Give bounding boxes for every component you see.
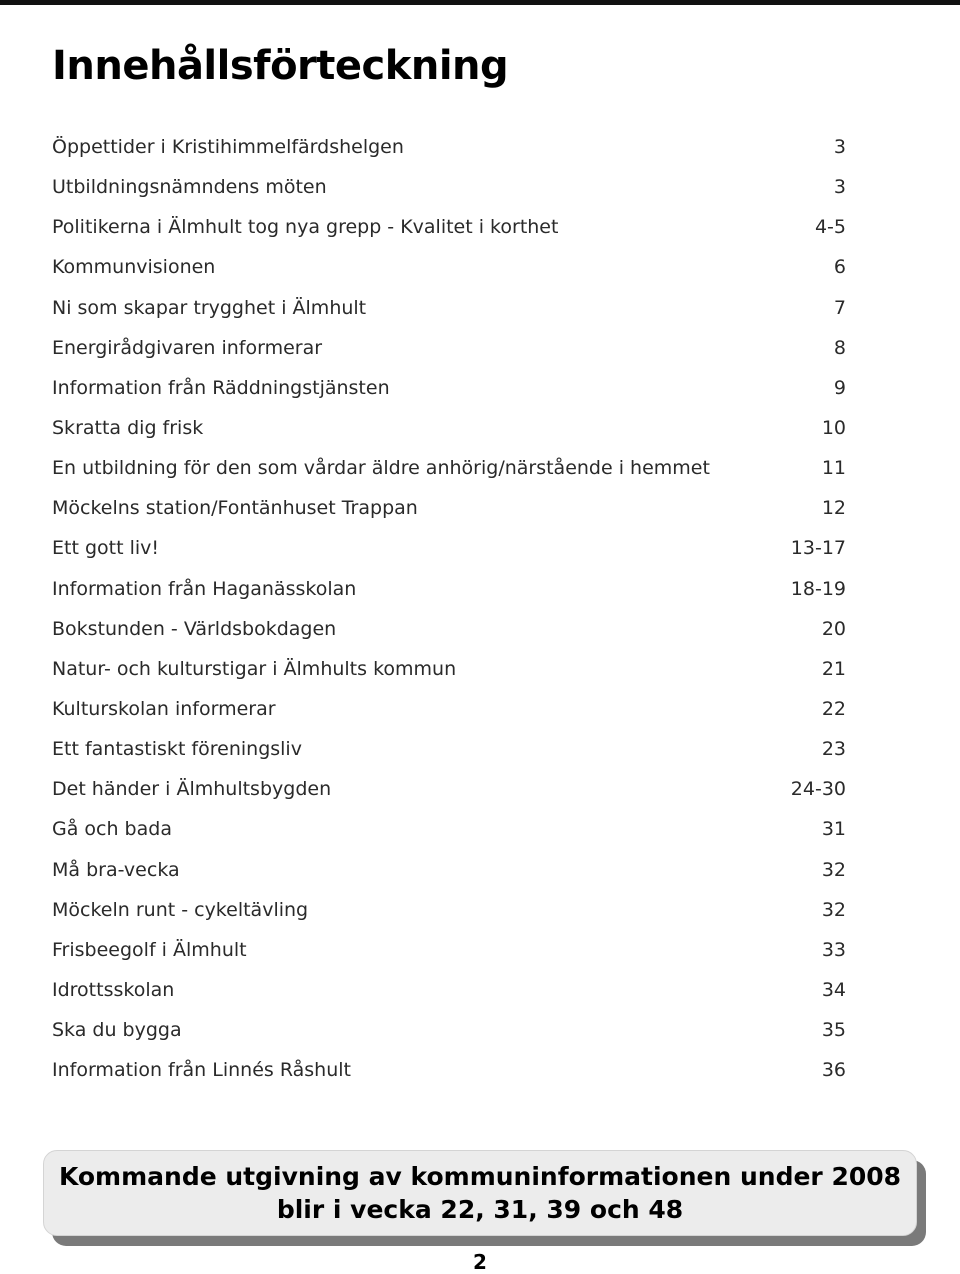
toc-entry-label: Frisbeegolf i Älmhult — [52, 938, 247, 961]
toc-entry[interactable] — [52, 609, 846, 649]
toc-entry[interactable] — [52, 488, 846, 528]
toc-entry-label: Möckeln runt - cykeltävling — [52, 898, 309, 921]
toc-entry[interactable] — [52, 167, 846, 207]
toc-entry-page: 35 — [821, 1019, 846, 1042]
toc-entry-label: Politikerna i Älmhult tog nya grepp - Kvalitet i korthet — [52, 216, 559, 239]
toc-entry-page: 24-30 — [790, 778, 846, 801]
toc-entry[interactable] — [52, 127, 846, 167]
toc-entry[interactable] — [52, 769, 846, 809]
page-title: Innehållsförteckning — [52, 43, 509, 89]
toc-entry-page: 22 — [821, 698, 846, 721]
toc-entry-label: En utbildning för den som vårdar äldre anhörig/närstående i hemmet — [52, 457, 710, 480]
toc-entry[interactable] — [52, 569, 846, 609]
toc-entry[interactable] — [52, 288, 846, 328]
toc-entry-page: 3 — [833, 136, 846, 159]
toc-entry[interactable] — [52, 1010, 846, 1050]
toc-entry[interactable] — [52, 408, 846, 448]
toc-entry-label: Öppettider i Kristihimmelfärdshelgen — [52, 136, 404, 159]
toc-entry[interactable] — [52, 850, 846, 890]
toc-entry-label: Ni som skapar trygghet i Älmhult — [52, 296, 367, 319]
publication-notice-box — [43, 1150, 917, 1236]
toc-entry-label: Information från Haganässkolan — [52, 577, 357, 600]
notice-line-2: blir i vecka 22, 31, 39 och 48 — [276, 1195, 684, 1224]
toc-entry[interactable] — [52, 689, 846, 729]
toc-entry-label: Ska du bygga — [52, 1019, 182, 1042]
toc-entry[interactable] — [52, 1050, 846, 1090]
toc-entry-page: 34 — [821, 979, 846, 1002]
toc-entry-label: Kulturskolan informerar — [52, 698, 276, 721]
toc-entry-page: 6 — [833, 256, 846, 279]
toc-entry-page: 36 — [821, 1059, 846, 1082]
toc-entry-page: 12 — [821, 497, 846, 520]
toc-entry[interactable] — [52, 448, 846, 488]
toc-entry-page: 20 — [821, 617, 846, 640]
toc-entry-page: 21 — [821, 657, 846, 680]
toc-entry-label: Idrottsskolan — [52, 979, 175, 1002]
toc-entry-page: 18-19 — [790, 577, 846, 600]
toc-entry-label: Bokstunden - Världsbokdagen — [52, 617, 337, 640]
toc-entry-page: 13-17 — [790, 537, 846, 560]
toc-entry-page: 8 — [833, 336, 846, 359]
toc-entry-page: 32 — [821, 898, 846, 921]
toc-entry-page: 11 — [821, 457, 846, 480]
toc-entry[interactable] — [52, 328, 846, 368]
toc-entry-page: 9 — [833, 376, 846, 399]
toc-entry[interactable] — [52, 207, 846, 247]
toc-entry-label: Information från Räddningstjänsten — [52, 376, 390, 399]
notice-line-1: Kommande utgivning av kommuninformationen under 2008 — [58, 1162, 902, 1191]
toc-entry[interactable] — [52, 729, 846, 769]
page-number: 2 — [473, 1250, 487, 1274]
toc-entry-label: Må bra-vecka — [52, 858, 180, 881]
toc-entry-label: Kommunvisionen — [52, 256, 216, 279]
toc-entry[interactable] — [52, 930, 846, 970]
toc-entry-page: 31 — [821, 818, 846, 841]
toc-entry-page: 32 — [821, 858, 846, 881]
top-rule — [0, 0, 960, 5]
toc-entry-label: Möckelns station/Fontänhuset Trappan — [52, 497, 418, 520]
toc-entry-label: Natur- och kulturstigar i Älmhults kommun — [52, 657, 457, 680]
toc-entry[interactable] — [52, 368, 846, 408]
toc-entry-label: Information från Linnés Råshult — [52, 1059, 351, 1082]
toc-entry[interactable] — [52, 809, 846, 849]
toc-entry[interactable] — [52, 970, 846, 1010]
toc-entry[interactable] — [52, 528, 846, 568]
table-of-contents — [52, 127, 846, 1090]
toc-entry-page: 23 — [821, 738, 846, 761]
toc-entry-label: Gå och bada — [52, 818, 172, 841]
toc-entry-label: Ett gott liv! — [52, 537, 159, 560]
toc-entry-page: 7 — [833, 296, 846, 319]
toc-entry-label: Skratta dig frisk — [52, 417, 204, 440]
toc-entry-page: 10 — [821, 417, 846, 440]
toc-entry-page: 33 — [821, 938, 846, 961]
toc-entry-label: Det händer i Älmhultsbygden — [52, 778, 332, 801]
toc-entry[interactable] — [52, 890, 846, 930]
toc-entry-label: Energirådgivaren informerar — [52, 336, 323, 359]
toc-entry-label: Utbildningsnämndens möten — [52, 176, 327, 199]
toc-entry[interactable] — [52, 649, 846, 689]
toc-entry-label: Ett fantastiskt föreningsliv — [52, 738, 302, 761]
toc-entry-page: 4-5 — [814, 216, 846, 239]
toc-entry[interactable] — [52, 247, 846, 287]
toc-entry-page: 3 — [833, 176, 846, 199]
